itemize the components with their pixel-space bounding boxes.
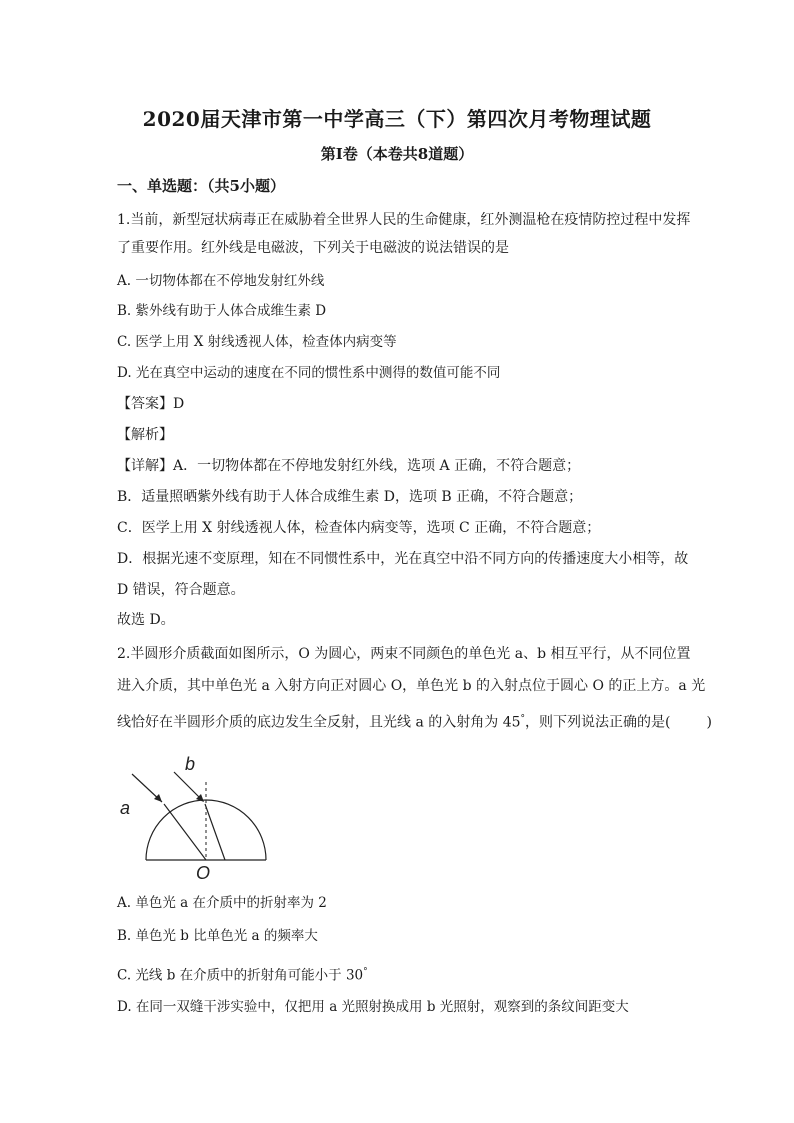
- label-b: b: [185, 754, 196, 774]
- q2-option-d: D. 在同一双缝干涉实验中，仅把用 a 光照射换成用 b 光照射，观察到的条纹间距变大: [117, 999, 629, 1015]
- q1-detail-b: B．适量照晒紫外线有助于人体合成维生素 D，选项 B 正确，不符合题意；: [117, 489, 583, 505]
- q1-detail-d-line1: D．根据光速不变原理，知在不同惯性系中，光在真空中沿不同方向的传播速度大小相等，故: [117, 551, 689, 567]
- answer-tag: 【答案】: [117, 396, 173, 412]
- q2-option-a: A. 单色光 a 在介质中的折射率为 2: [117, 895, 327, 911]
- semicircle-figure: [112, 752, 272, 882]
- q2-stem-line3-text-b: ，则下列说法正确的是(: [525, 714, 671, 731]
- q1-answer: [117, 394, 687, 414]
- q1-stem-line1: 1.当前，新型冠状病毒正在威胁着全世界人民的生命健康，红外测温枪在疫情防控过程中发挥: [117, 212, 691, 228]
- q1-detail-c: C．医学上用 X 射线透视人体，检查体内病变等，选项 C 正确，不符合题意；: [117, 520, 601, 536]
- detail-a-text: A．一切物体都在不停地发射红外线，选项 A 正确，不符合题意；: [173, 458, 581, 474]
- q1-option-b: B. 紫外线有助于人体合成维生素 D: [117, 303, 327, 319]
- q2-stem-line3-text: 线恰好在半圆形介质的底边发生全反射，且光线 a 的入射角为 45: [117, 714, 521, 731]
- label-o: O: [196, 863, 211, 882]
- q1-conclusion: 故选 D。: [117, 612, 175, 628]
- page-subtitle: 第Ⅰ卷（本卷共8道题）: [320, 145, 474, 163]
- q1-option-a: A. 一切物体都在不停地发射红外线: [117, 273, 325, 289]
- q2-option-c-text: C. 光线 b 在介质中的折射角可能小于 30: [117, 967, 364, 984]
- section-heading: 一、单选题：（共5小题）: [117, 177, 285, 195]
- label-a: a: [120, 798, 131, 818]
- answer-blank-close: ): [706, 714, 712, 731]
- q2-stem-line3: [117, 709, 712, 733]
- degree-sign: °: [520, 714, 526, 724]
- q1-option-c: C. 医学上用 X 射线透视人体，检查体内病变等: [117, 334, 397, 350]
- q1-analysis-tag: 【解析】: [117, 427, 173, 443]
- q1-stem-line2: 了重要作用。红外线是电磁波，下列关于电磁波的说法错误的是: [117, 240, 509, 256]
- degree-sign: °: [363, 967, 368, 977]
- q2-option-b: B. 单色光 b 比单色光 a 的频率大: [117, 928, 318, 944]
- q1-detail-a: [117, 456, 687, 476]
- q2-stem-line2: 进入介质，其中单色光 a 入射方向正对圆心 O，单色光 b 的入射点位于圆心 O 的正上方。a 光: [117, 678, 706, 694]
- q1-detail-d-line2: D 错误，符合题意。: [117, 582, 245, 598]
- q2-stem-line1: 2.半圆形介质截面如图所示，O 为圆心，两束不同颜色的单色光 a、b 相互平行，从不同位置: [117, 646, 691, 662]
- ray-b-incident: [174, 772, 202, 800]
- page-title: 2020届天津市第一中学高三（下）第四次月考物理试题: [142, 107, 652, 131]
- q2-option-c: [117, 962, 687, 986]
- answer-value: D: [173, 396, 185, 412]
- q1-option-d: D. 光在真空中运动的速度在不同的惯性系中测得的数值可能不同: [117, 365, 501, 381]
- ray-b-refracted: [205, 804, 225, 860]
- ray-a-refracted: [164, 804, 206, 860]
- detail-tag: 【详解】: [117, 458, 173, 474]
